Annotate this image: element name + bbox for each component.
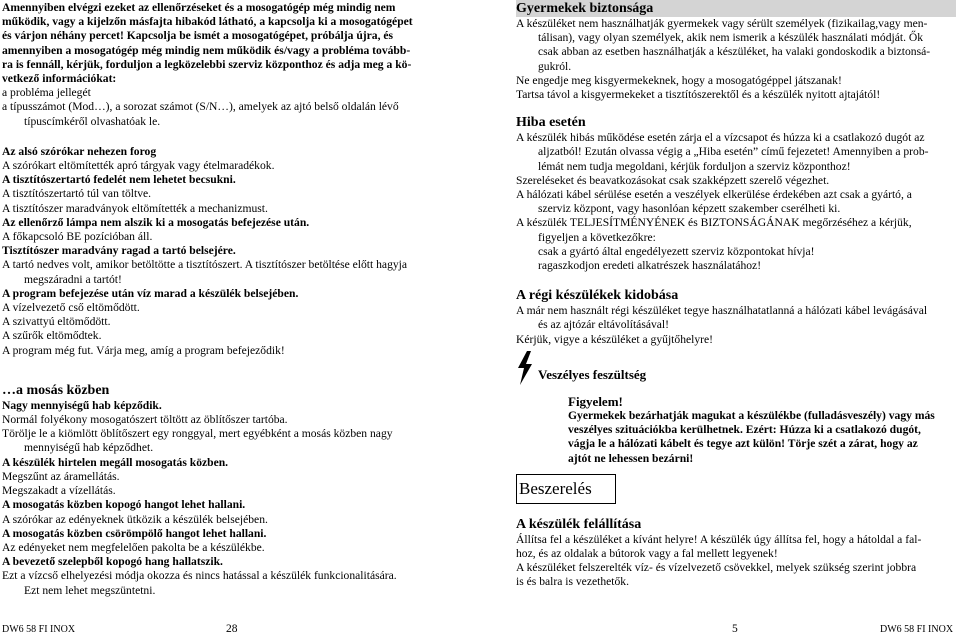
info-item: a probléma jellegét: [2, 86, 91, 100]
trouble-cause: Ezt a vízcső elhelyezési módja okozza és nincs hatással a készülék funkcionalitására.: [2, 569, 397, 583]
paragraph-line: és az ajtózár eltávolításával!: [538, 318, 670, 332]
trouble-cause: megszáradni a tartót!: [24, 272, 122, 286]
attention-line: vágja le a hálózati kábelt és tegye azt külön! Törje szét a zárat, hogy az: [568, 437, 918, 451]
right-column: [516, 0, 956, 590]
paragraph-line: hoz, és az oldalak a bútorok vagy a fal mellett legyenek!: [516, 547, 778, 561]
trouble-heading: Az ellenőrző lámpa nem alszik ki a mosogatás befejezése után.: [2, 215, 310, 229]
intro-line: vetkező információkat:: [2, 72, 117, 86]
footer-model-left: DW6 58 FI INOX: [2, 624, 76, 635]
trouble-cause: Törölje le a kiömlött öblítőszert egy ronggyal, mert egyébként a mosás közben nagy: [2, 427, 393, 441]
paragraph-line: gukról.: [538, 59, 572, 73]
trouble-cause: Megszakadt a vízellátás.: [2, 484, 116, 498]
intro-line: amennyiben a mosogatógép még mindig nem működik és/vagy a probléma tovább-: [2, 43, 411, 57]
footer-page-number-right: 5: [732, 623, 738, 635]
intro-line: ra is fennáll, kérjük, forduljon a legközelebbi szerviz központhoz és adja meg a kö-: [2, 57, 412, 71]
trouble-cause: A tisztítószer maradványok eltömítették a mechanizmust.: [2, 201, 268, 215]
trouble-cause: A tisztítószertartó túl van töltve.: [2, 187, 152, 201]
paragraph-line: Állítsa fel a készüléket a kívánt helyre! A készülék úgy állítsa fel, hogy a hátoldal a fal-: [516, 532, 922, 546]
paragraph-line: csak a gyártó által engedélyezett szerviz központokat hívja!: [538, 244, 815, 258]
section-title-placement: A készülék felállítása: [516, 516, 642, 532]
trouble-cause: A program még fut. Várja meg, amíg a program befejeződik!: [2, 343, 285, 357]
trouble-cause: A szórókart eltömítették apró tárgyak vagy ételmaradékok.: [2, 159, 275, 173]
paragraph-line: csak abban az esetben használhatják a készüléket, ha valaki gondoskodik a biztonsá-: [538, 45, 931, 59]
info-item: típuscímkéről olvashatóak le.: [24, 114, 161, 128]
trouble-heading: A program befejezése után víz marad a készülék belsejében.: [2, 286, 299, 300]
paragraph-line: szerviz központ, vagy hasonlóan képzett szakember cserélheti ki.: [538, 202, 841, 216]
trouble-cause: A szivattyú eltömődött.: [2, 315, 111, 329]
info-item: a típusszámot (Mod…), a sorozat számot (S/N…), amelyek az ajtó belső oldalán lévő: [2, 100, 399, 114]
section-title-child-safety: Gyermekek biztonsága: [516, 0, 956, 17]
trouble-heading: Az alsó szórókar nehezen forog: [2, 144, 157, 158]
intro-line: és várjon néhány percet! Kapcsolja be ismét a mosogatógépet, próbálja újra, és: [2, 29, 394, 43]
section-title-washing: …a mosás közben: [2, 382, 110, 398]
paragraph-line: A készüléket nem használhatják gyermekek vagy sérült személyek (fizikailag,vagy men-: [516, 17, 928, 30]
paragraph-line: A készüléket felszerelték víz- és vízelvezető csövekkel, melyek szükség szerint jobbra: [516, 561, 917, 575]
lightning-bolt-icon: [516, 351, 534, 385]
attention-line: ajtót ne lehessen bezárni!: [568, 451, 694, 465]
paragraph-line: is és balra is vezethetők.: [516, 575, 629, 589]
left-column: [2, 0, 457, 598]
trouble-heading: A készülék hirtelen megáll mosogatás közben.: [2, 455, 229, 469]
attention-block: [516, 395, 956, 466]
section-title-installation: [516, 474, 616, 504]
paragraph-line: lémát nem tudja megoldani, kérjük forduljon a szerviz központhoz!: [538, 159, 851, 173]
attention-line: veszélyes szituációkba kerülhetnek. Ezért: Húzza ki a csatlakozó dugót,: [568, 423, 921, 437]
trouble-cause: Ezt nem lehet megszüntetni.: [24, 583, 156, 597]
trouble-cause: A szórókar az edényeknek ütközik a készülék belsejében.: [2, 512, 268, 526]
footer-model-right: DW6 58 FI INOX: [880, 624, 954, 635]
attention-title: Figyelem!: [568, 393, 623, 409]
paragraph-line: A hálózati kábel sérülése esetén a veszélyek elkerülése érdekében azt csak a gyártó, a: [516, 188, 912, 202]
danger-voltage-row: [516, 351, 956, 389]
trouble-heading: Nagy mennyiségű hab képződik.: [2, 398, 162, 412]
intro-paragraph: [2, 1, 457, 86]
paragraph-line: Kérjük, vigye a készüléket a gyűjtőhelyre!: [516, 332, 714, 346]
footer-page-number-left: 28: [226, 623, 238, 635]
paragraph-line: A már nem használt régi készüléket tegye használhatatlanná a hálózati kábel levágásával: [516, 304, 928, 318]
paragraph-line: ragaszkodjon eredeti alkatrészek használatához!: [538, 259, 762, 273]
trouble-heading: A mosogatás közben kopogó hangot lehet hallani.: [2, 498, 246, 512]
danger-voltage-label: Veszélyes feszültség: [538, 366, 647, 382]
trouble-cause: mennyiségű hab képződhet.: [24, 441, 154, 455]
paragraph-line: figyeljen a következőkre:: [538, 230, 656, 244]
trouble-cause: A tartó nedves volt, amikor betöltötte a tisztítószert. A tisztítószer betöltése előtt hagyja: [2, 258, 408, 272]
paragraph-line: Szereléseket és beavatkozásokat csak szakképzett szerelő végezhet.: [516, 173, 830, 187]
paragraph-line: Tartsa távol a kisgyermekeket a tisztítószerektől és a készülék nyitott ajtajától!: [516, 88, 881, 102]
trouble-heading: Tisztítószer maradvány ragad a tartó belsejére.: [2, 244, 236, 258]
paragraph-line: A készülék hibás működése esetén zárja el a vízcsapot és húzza ki a csatlakozó dugót az: [516, 131, 925, 145]
paragraph-line: A készülék TELJESÍTMÉNYÉNEK és BIZTONSÁGÁNAK megőrzéséhez a kérjük,: [516, 216, 912, 230]
trouble-cause: Megszűnt az áramellátás.: [2, 469, 120, 483]
trouble-heading: A bevezető szelepből kopogó hang hallatszik.: [2, 555, 223, 569]
installation-title-text: Beszerelés: [519, 478, 592, 498]
trouble-heading: A mosogatás közben csörömpölő hangot lehet hallani.: [2, 526, 267, 540]
intro-line: működik, vagy a kijelzőn másfajta hibakód látható, a kapcsolja ki a mosogatógépet: [2, 15, 413, 29]
trouble-cause: Normál folyékony mosogatószert töltött az öblítőszer tartóba.: [2, 413, 288, 427]
paragraph-line: tálisan), vagy olyan személyek, akik nem ismerik a készülék használati módját. Ők: [538, 31, 924, 45]
paragraph-line: Ne engedje meg kisgyermekeknek, hogy a mosogatógéppel játszanak!: [516, 73, 842, 87]
paragraph-line: aljzatból! Ezután olvassa végig a „Hiba esetén” című fejezetet! Amennyiben a prob-: [538, 145, 929, 159]
intro-line: Amennyiben elvégzi ezeket az ellenőrzéseket és a mosogatógép még mindig nem: [2, 1, 396, 14]
trouble-cause: Az edényeket nem megfelelően pakolta be a készülékbe.: [2, 540, 265, 554]
section-title-disposal: A régi készülékek kidobása: [516, 288, 679, 304]
section-title-fault: Hiba esetén: [516, 115, 586, 131]
trouble-cause: A főkapcsoló BE pozícióban áll.: [2, 230, 153, 244]
trouble-cause: A szűrők eltömődtek.: [2, 329, 102, 343]
attention-line: Gyermekek bezárhatják magukat a készülékbe (fulladásveszély) vagy más: [568, 409, 935, 423]
trouble-cause: A vízelvezető cső eltömődött.: [2, 301, 140, 315]
trouble-heading: A tisztítószertartó fedelét nem lehetet becsukni.: [2, 173, 236, 187]
